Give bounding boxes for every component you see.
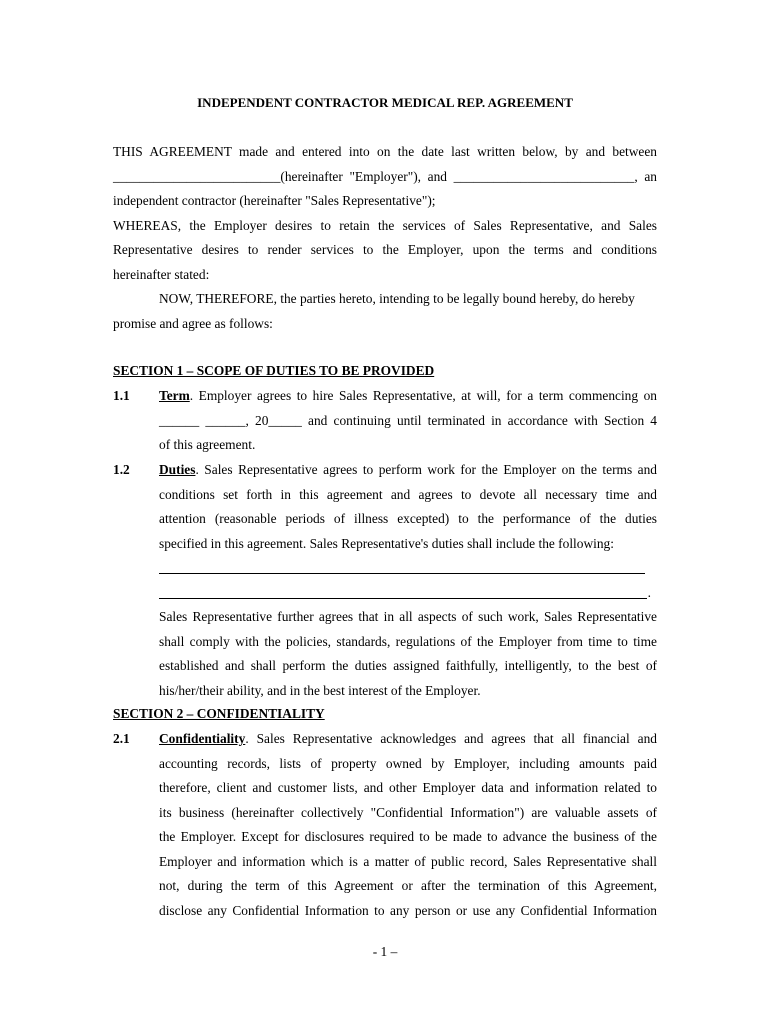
clause-1-1 (159, 384, 657, 458)
now-therefore-line: NOW, THEREFORE, the parties hereto, intending to be legally bound hereby, do hereby (159, 291, 635, 306)
clause-line: his/her/their ability, and in the best interest of the Employer. (159, 682, 481, 698)
page-number: - 1 – (372, 944, 398, 959)
clause-line: accounting records, lists of property owned by Employer, including amounts paid (159, 755, 657, 771)
clause-line: disclose any Confidential Information to any person or use any Confidential Information (159, 902, 657, 918)
intro-line: _________________________(hereinafter "Employer"), and ___________________________, an (113, 168, 657, 184)
whereas-line: Representative desires to render services to the Employer, upon the terms and conditions (113, 242, 657, 257)
clause-line: conditions set forth in this agreement and agrees to devote all necessary time and (159, 486, 657, 502)
clause-label: Duties (159, 462, 196, 477)
clause-number: 2.1 (113, 731, 130, 746)
clause-line: its business (hereinafter collectively "Confidential Information") are valuable assets of (159, 804, 657, 820)
clause-label: Confidentiality (159, 731, 246, 746)
clause-number: 1.2 (113, 462, 130, 477)
blank-end-period: . (647, 584, 651, 600)
clause-label: Term (159, 388, 190, 403)
intro-line: independent contractor (hereinafter "Sales Representative"); (113, 193, 436, 208)
clause-line: specified in this agreement. Sales Representative's duties shall include the following: (159, 535, 614, 551)
whereas-line: hereinafter stated: (113, 266, 210, 282)
clause-text: . Sales Representative agrees to perform work for the Employer on the terms and (195, 462, 657, 477)
clause-line: therefore, client and customer lists, and other Employer data and information related to (159, 780, 657, 795)
document-title: INDEPENDENT CONTRACTOR MEDICAL REP. AGREEMENT (197, 95, 573, 110)
clause-text: . Sales Representative acknowledges and agrees that all financial and (245, 731, 657, 746)
clause-line: attention (reasonable periods of illness excepted) to the performance of the duties (159, 511, 657, 526)
whereas-line: WHEREAS, the Employer desires to retain the services of Sales Representative, and Sales (113, 217, 657, 233)
clause-line: of this agreement. (159, 437, 256, 452)
intro-paragraph (113, 140, 657, 336)
clause-line: shall comply with the policies, standards, regulations of the Employer from time to time (159, 633, 657, 649)
clause-line: Employer and information which is a matter of public record, Sales Representative shall (159, 853, 657, 869)
clause-line: established and shall perform the duties assigned faithfully, intelligently, to the best of (159, 658, 657, 673)
clause-1-2 (159, 458, 657, 703)
clause-line: not, during the term of this Agreement or after the termination of this Agreement, (159, 878, 657, 893)
section-2-heading: SECTION 2 – CONFIDENTIALITY (113, 706, 325, 721)
clause-text: . Employer agrees to hire Sales Representative, at will, for a term commencing on (189, 388, 657, 403)
blank-fill-line (159, 556, 657, 581)
now-therefore-line: promise and agree as follows: (113, 315, 273, 331)
blank-fill-line (159, 581, 657, 606)
section-1-heading: SECTION 1 – SCOPE OF DUTIES TO BE PROVIDED (113, 363, 435, 378)
clause-line (159, 727, 657, 752)
clause-line: ______ ______, 20_____ and continuing until terminated in accordance with Section 4 (159, 412, 657, 428)
clause-number: 1.1 (113, 388, 130, 403)
clause-line: the Employer. Except for disclosures required to be made to advance the business of the (159, 829, 657, 844)
intro-line: THIS AGREEMENT made and entered into on the date last written below, by and between (113, 144, 657, 159)
clause-line (159, 384, 657, 409)
clause-line: Sales Representative further agrees that in all aspects of such work, Sales Representative (159, 609, 657, 624)
clause-line (159, 458, 657, 483)
clause-2-1 (159, 727, 657, 923)
